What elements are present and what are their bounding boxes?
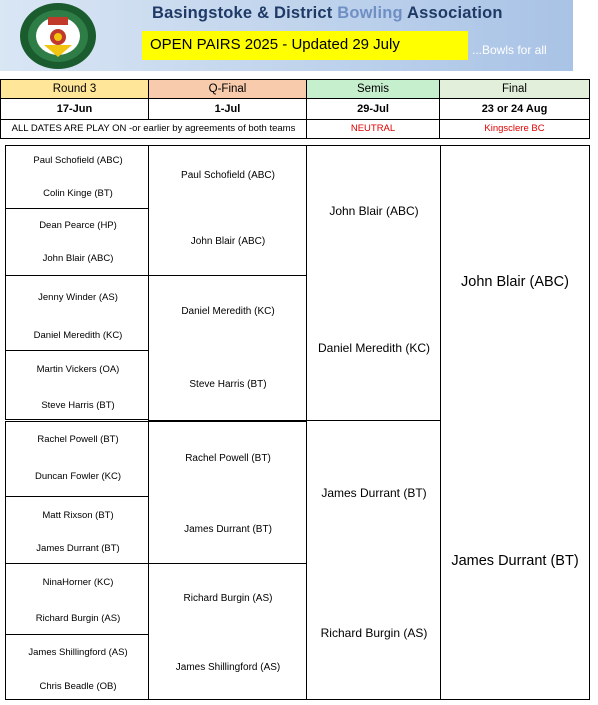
competition-title-bar xyxy=(142,31,468,60)
header-banner xyxy=(0,0,573,71)
association-logo xyxy=(16,1,100,71)
qfinal-match-1 xyxy=(148,145,307,276)
round3-match-7 xyxy=(5,563,149,635)
r3-player-12: James Durrant (BT) xyxy=(36,543,120,554)
sf-player-4: Richard Burgin (AS) xyxy=(320,626,428,640)
col-round3: Round 3 xyxy=(0,79,149,99)
qf-player-4: Steve Harris (BT) xyxy=(189,379,267,390)
qf-player-7: Richard Burgin (AS) xyxy=(183,593,273,604)
qf-player-8: James Shillingford (AS) xyxy=(175,662,281,673)
r3-player-9: Rachel Powell (BT) xyxy=(37,434,119,445)
r3-player-2: Colin Kinge (BT) xyxy=(43,188,113,199)
semis-venue: NEUTRAL xyxy=(307,119,440,139)
sf-player-1: John Blair (ABC) xyxy=(329,204,419,218)
r3-player-7: Martin Vickers (OA) xyxy=(36,364,120,375)
r3-player-15: James Shillingford (AS) xyxy=(28,647,128,658)
qf-player-3: Daniel Meredith (KC) xyxy=(181,306,275,317)
semis-match-2 xyxy=(306,420,441,700)
qfinal-match-2 xyxy=(148,275,307,421)
qf-player-5: Rachel Powell (BT) xyxy=(185,453,271,464)
qf-player-6: James Durrant (BT) xyxy=(184,524,272,535)
r3-player-10: Duncan Fowler (KC) xyxy=(34,471,122,482)
col-semis: Semis xyxy=(307,79,440,99)
col-qfinal: Q-Final xyxy=(149,79,307,99)
sf-player-3: James Durrant (BT) xyxy=(321,486,427,500)
round3-match-2 xyxy=(5,208,149,276)
qfinal-match-3 xyxy=(148,421,307,564)
semis-match-1 xyxy=(306,145,441,421)
notes-row xyxy=(0,119,590,139)
r3-player-3: Dean Pearce (HP) xyxy=(39,220,117,231)
final-player-2: James Durrant (BT) xyxy=(451,553,579,569)
final-player-1: John Blair (ABC) xyxy=(461,274,569,290)
final-venue: Kingsclere BC xyxy=(440,119,590,139)
col-final: Final xyxy=(440,79,590,99)
r3-player-1: Paul Schofield (ABC) xyxy=(33,155,123,166)
tagline: ...Bowls for all xyxy=(472,43,547,57)
date-final: 23 or 24 Aug xyxy=(440,98,590,120)
r3-player-8: Steve Harris (BT) xyxy=(41,400,115,411)
round3-match-5 xyxy=(5,421,149,497)
date-qfinal: 1-Jul xyxy=(149,98,307,120)
sf-player-2: Daniel Meredith (KC) xyxy=(317,341,431,355)
r3-player-6: Daniel Meredith (KC) xyxy=(33,330,123,341)
round-dates-row xyxy=(0,98,590,120)
round-names-row xyxy=(0,79,590,99)
final-match xyxy=(440,145,590,700)
r3-player-5: Jenny Winder (AS) xyxy=(38,292,118,303)
date-semis: 29-Jul xyxy=(307,98,440,120)
qfinal-match-4 xyxy=(148,563,307,700)
r3-player-4: John Blair (ABC) xyxy=(42,253,114,264)
date-round3: 17-Jun xyxy=(0,98,149,120)
r3-player-14: Richard Burgin (AS) xyxy=(35,613,121,624)
qf-player-2: John Blair (ABC) xyxy=(190,236,266,247)
r3-player-16: Chris Beadle (OB) xyxy=(39,681,117,692)
r3-player-13: NinaHorner (KC) xyxy=(42,577,114,588)
org-title: Basingstoke & District Bowling Association xyxy=(152,4,503,22)
qf-player-1: Paul Schofield (ABC) xyxy=(181,170,275,181)
competition-title: OPEN PAIRS 2025 - Updated 29 July xyxy=(150,36,400,53)
r3-player-11: Matt Rixson (BT) xyxy=(42,510,114,521)
play-on-note: ALL DATES ARE PLAY ON -or earlier by agreements of both teams xyxy=(0,119,307,139)
